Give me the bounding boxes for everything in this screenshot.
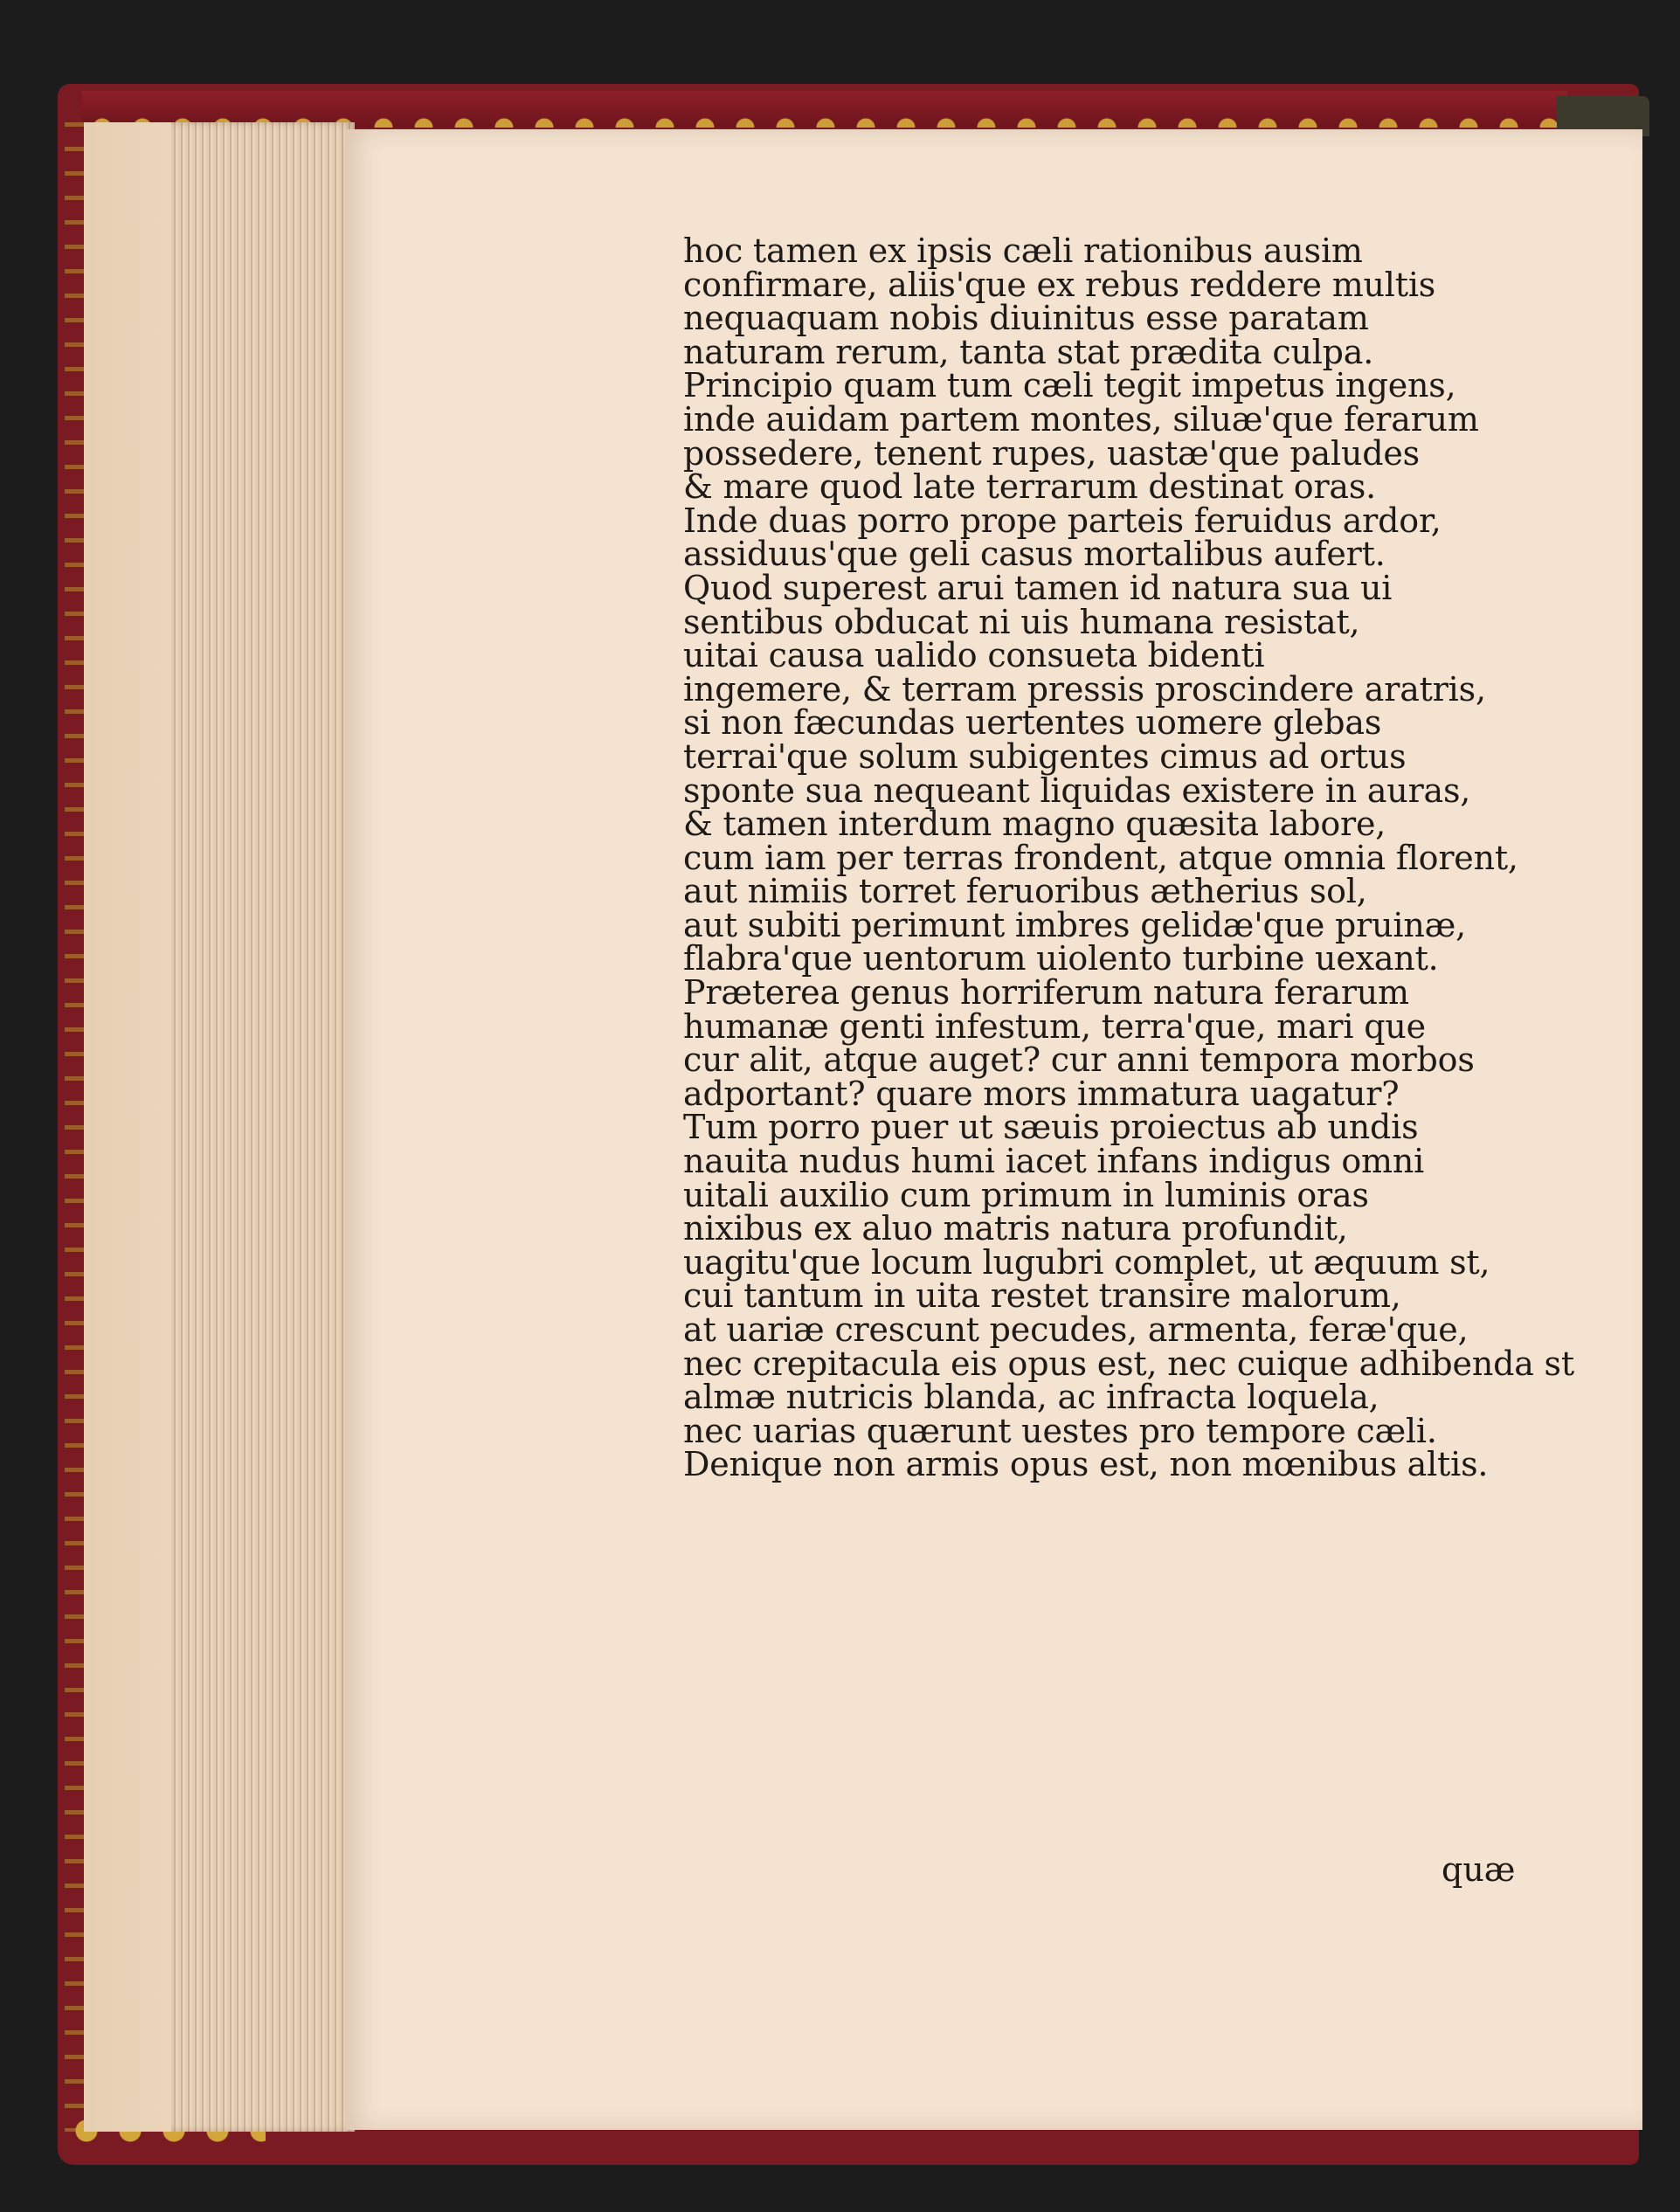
verse-line: Tum porro puer ut sæuis proiectus ab undis [683, 1108, 1419, 1147]
verse-line: uagitu'que locum lugubri complet, ut æquum st, [683, 1242, 1490, 1282]
verse-line: sentibus obducat ni uis humana resistat, [683, 602, 1360, 641]
verse-line: nequaquam nobis diuinitus esse paratam [683, 299, 1369, 338]
verse-line: Inde duas porro prope parteis feruidus ardor, [683, 501, 1441, 540]
verse-line: cui tantum in uita restet transire malorum, [683, 1276, 1401, 1316]
verse-line: Præterea genus horriferum natura ferarum [683, 973, 1409, 1013]
verse-line: assiduus'que geli casus mortalibus aufert. [683, 535, 1386, 574]
verse-line: Principio quam tum cæli tegit impetus ingens, [683, 366, 1456, 405]
verse-line: flabra'que uentorum uiolento turbine uexant. [683, 939, 1439, 978]
verse-line: nixibus ex aluo matris natura profundit, [683, 1209, 1348, 1248]
verse-line: adportant? quare mors immatura uagatur? [683, 1074, 1400, 1113]
verse-line: nec crepitacula eis opus est, nec cuique adhibenda st [683, 1344, 1574, 1383]
verse-line: almæ nutricis blanda, ac infracta loquela, [683, 1378, 1379, 1417]
verse-line: aut subiti perimunt imbres gelidæ'que pruinæ, [683, 905, 1467, 944]
verse-line: naturam rerum, tanta stat prædita culpa. [683, 332, 1374, 371]
verse-line: & mare quod late terrarum destinat oras. [683, 467, 1377, 507]
verse-text-block [683, 232, 1574, 1484]
verse-line: uitai causa ualido consueta bidenti [683, 636, 1265, 675]
gilt-border-left [65, 122, 86, 2132]
verse-line: at uariæ crescunt pecudes, armenta, feræ'que, [683, 1310, 1469, 1349]
verse-line: sponte sua nequeant liquidas existere in auras, [683, 771, 1471, 810]
verse-line: nec uarias quærunt uestes pro tempore cæli. [683, 1411, 1437, 1450]
verse-line: cur alit, atque auget? cur anni tempora morbos [683, 1040, 1475, 1080]
verse-line: confirmare, aliis'que ex rebus reddere multis [683, 265, 1436, 304]
page-edges [171, 122, 355, 2132]
verse-line: terrai'que solum subigentes cimus ad ortus [683, 736, 1407, 776]
catchword: quæ [1441, 1850, 1516, 1889]
verse-line: hoc tamen ex ipsis cæli rationibus ausim [683, 232, 1363, 270]
verse-line: & tamen interdum magno quæsita labore, [683, 805, 1386, 844]
verse-line: inde auidam partem montes, siluæ'que ferarum [683, 399, 1479, 439]
verse-line: si non fæcundas uertentes uomere glebas [683, 703, 1382, 743]
verse-line: ingemere, & terram pressis proscindere aratris, [683, 669, 1486, 709]
verse-line: Denique non armis opus est, non mœnibus altis. [683, 1445, 1489, 1484]
verse-line: possedere, tenent rupes, uastæ'que paludes [683, 433, 1420, 473]
verse-line: humanæ genti infestum, terra'que, mari que [683, 1006, 1426, 1046]
verse-line: uitali auxilio cum primum in luminis oras [683, 1175, 1369, 1214]
verse-line: aut nimiis torret feruoribus ætherius sol, [683, 872, 1367, 911]
verse-line: cum iam per terras frondent, atque omnia florent, [683, 838, 1518, 877]
verse-line: nauita nudus humi iacet infans indigus omni [683, 1142, 1425, 1181]
verse-line: Quod superest arui tamen id natura sua ui [683, 568, 1393, 607]
